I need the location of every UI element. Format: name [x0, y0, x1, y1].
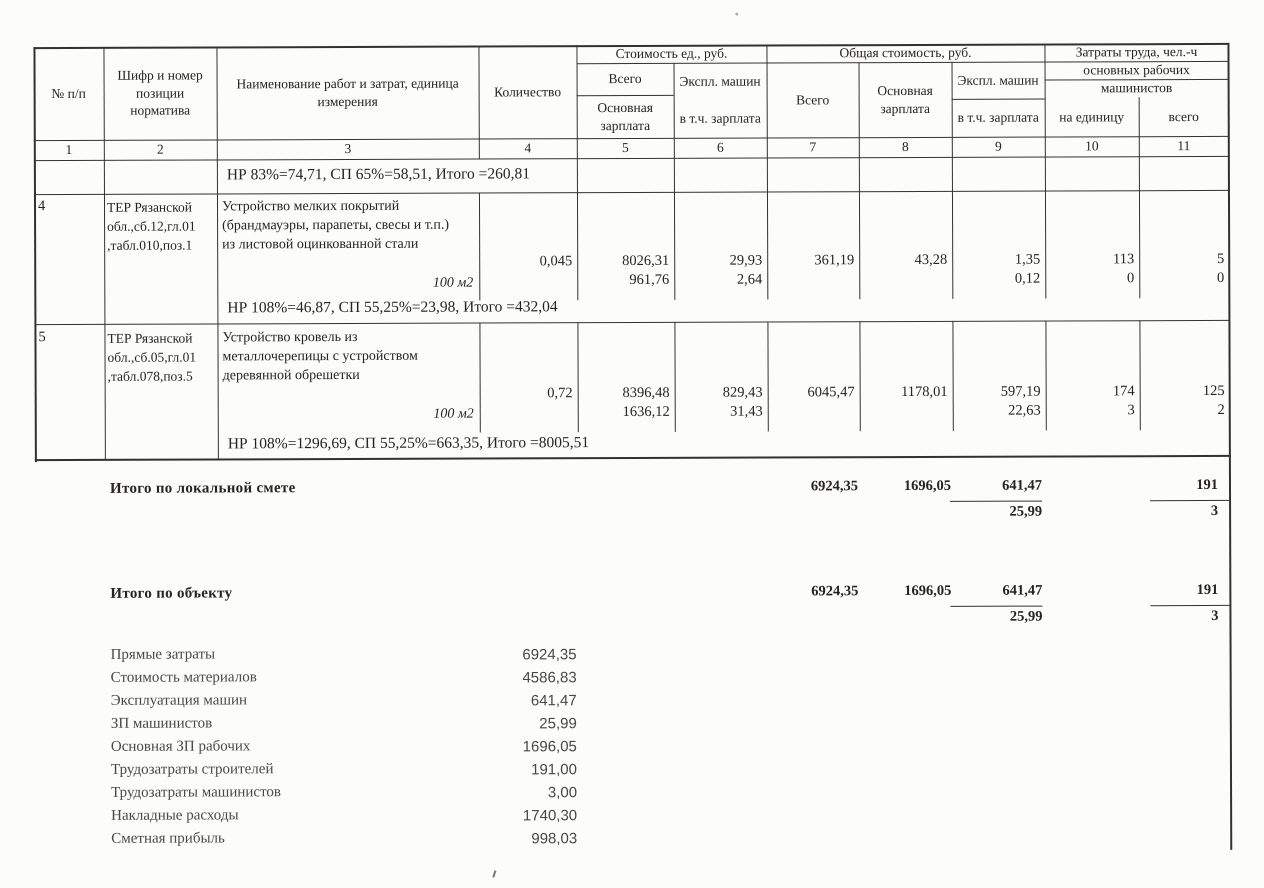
colnum-8: 8 [901, 139, 909, 155]
colnum-10: 10 [1085, 138, 1099, 154]
row4-unit: 100 м2 [432, 275, 474, 291]
line-between-rows [34, 320, 1229, 325]
summary-value-builder-labor: 191,00 [531, 761, 578, 779]
divider-col3-row4 [479, 193, 480, 301]
row4-labor-total: 5 [1216, 250, 1225, 267]
total-object-labor-underline [1150, 605, 1229, 606]
row5-qty: 0,72 [547, 385, 573, 402]
row5-total-mach: 597,19 [1000, 383, 1041, 400]
scan-artifact-bottom [492, 870, 496, 877]
total-object-total: 6924,35 [811, 583, 859, 600]
header-unit-cost-salary: Основная зарплата [597, 99, 653, 133]
row5-unit: 100 м2 [433, 406, 474, 422]
summary-label-overheads: Накладные расходы [111, 807, 239, 824]
row5-unit-cost-mach-salary: 31,43 [730, 403, 763, 420]
summary-value-operator-salary: 25,99 [539, 715, 577, 733]
colnum-4: 4 [524, 140, 532, 156]
row4-num: 4 [37, 198, 46, 215]
row5-total-mach-salary: 22,63 [1008, 402, 1041, 419]
total-object-mach: 641,47 [1002, 582, 1043, 599]
header-labor-workers: основных рабочих [1083, 62, 1190, 78]
row4-labor-unit-oper: 0 [1126, 270, 1135, 287]
total-local-mach-salary: 25,99 [1009, 503, 1043, 520]
summary-value-materials: 4586,83 [522, 669, 577, 687]
header-unit-cost-total: Всего [608, 71, 642, 87]
row4-total-salary: 43,28 [914, 251, 948, 269]
total-object-salary: 1696,05 [904, 582, 952, 600]
colnum-3: 3 [344, 140, 352, 157]
total-object-label: Итого по объекту [110, 585, 233, 602]
row5-labor-unit: 174 [1112, 383, 1135, 400]
header-labor-total: всего [1168, 108, 1199, 124]
total-object-labor-oper: 3 [1211, 607, 1219, 624]
row5-unit-cost-salary: 1636,12 [622, 403, 670, 421]
colnum-5: 5 [621, 140, 629, 156]
row5-labor-unit-oper: 3 [1127, 402, 1135, 419]
header-col-qty: Количество [494, 83, 562, 100]
total-object-labor: 191 [1196, 581, 1219, 599]
row4-description: Устройство мелких покрытий (брандмауэры, парапеты, свесы и т.п.) из листовой оцинкованной стали [221, 198, 450, 253]
row5-labor-total-oper: 2 [1217, 401, 1225, 418]
total-object-mach-salary: 25,99 [1009, 608, 1043, 625]
row4-total: 361,19 [814, 252, 855, 269]
row4-unit-cost-total: 8026,31 [622, 252, 670, 270]
row4-unit-cost-mach-salary: 2,64 [736, 271, 763, 288]
carryover-overhead-text: НР 83%=74,71, СП 65%=58,51, Итого =260,81 [226, 165, 531, 184]
summary-label-profit: Сметная прибыль [111, 830, 225, 847]
total-local-mach-underline [950, 501, 1042, 502]
row4-labor-total-oper: 0 [1216, 269, 1225, 286]
header-group-total-cost: Общая стоимость, руб. [839, 45, 972, 61]
header-total-cost-mach: Экспл. машин [957, 72, 1039, 88]
colnum-7: 7 [809, 139, 817, 155]
header-labor-operators: машинистов [1100, 80, 1173, 96]
table-border-right [1227, 43, 1232, 850]
summary-label-machines: Эксплуатация машин [110, 692, 248, 709]
colnum-1: 1 [65, 141, 73, 157]
total-local-salary: 1696,05 [903, 477, 952, 495]
header-col-num: № п/п [51, 85, 86, 101]
row4-unit-cost-mach: 29,93 [729, 252, 763, 269]
summary-value-machines: 641,47 [530, 692, 577, 710]
total-local-labor: 191 [1196, 476, 1219, 494]
header-labor-per-unit: на единицу [1059, 108, 1125, 125]
summary-label-builder-labor: Трудозатраты строителей [110, 761, 274, 778]
row5-description: Устройство кровель из металлочерепицы с устройством деревянной обрешетки [222, 329, 418, 384]
header-total-cost-salary: Основная зарплата [877, 82, 933, 116]
summary-value-base-salary: 1696,05 [522, 738, 577, 756]
summary-label-base-salary: Основная ЗП рабочих [110, 738, 251, 755]
header-col-code: Шифр и номер позиции норматива [117, 67, 203, 119]
summary-value-profit: 998,03 [531, 830, 578, 848]
header-col-name: Наименование работ и затрат, единица измерения [236, 75, 459, 109]
row4-unit-cost-salary: 961,76 [629, 271, 670, 289]
row4-total-mach: 1,35 [1014, 251, 1041, 268]
row5-num: 5 [38, 329, 46, 346]
header-total-cost-mach-salary: в т.ч. зарплата [957, 109, 1039, 126]
total-local-mach: 641,47 [1002, 477, 1043, 494]
summary-label-direct-costs: Прямые затраты [110, 646, 216, 663]
header-unit-cost-mach-salary: в т.ч. зарплата [679, 110, 761, 127]
row5-unit-cost-total: 8396,48 [622, 384, 670, 402]
divider-col7-row5 [859, 321, 860, 431]
header-group-unit-cost: Стоимость ед., руб. [615, 45, 728, 62]
row5-unit-cost-mach: 829,43 [722, 384, 763, 401]
row5-overhead: НР 108%=1296,69, СП 55,25%=663,35, Итого =8005,51 [227, 434, 590, 453]
row5-total: 6045,47 [807, 384, 855, 401]
divider-col3-row5 [479, 323, 480, 433]
line-below-carryover [34, 190, 1229, 195]
row4-total-mach-salary: 0,12 [1014, 270, 1041, 287]
divider-col6-row5 [767, 322, 768, 432]
row4-overhead: НР 108%=46,87, СП 55,25%=23,98, Итого =432,04 [227, 298, 558, 317]
row5-total-salary: 1178,01 [901, 383, 948, 401]
row4-labor-unit: 113 [1112, 251, 1135, 268]
total-local-label: Итого по локальной смете [109, 480, 296, 497]
colnum-2: 2 [156, 141, 164, 157]
colnum-6: 6 [716, 139, 724, 155]
total-local-labor-oper: 3 [1210, 502, 1219, 519]
scan-artifact-top [735, 13, 738, 16]
summary-label-operator-salary: ЗП машинистов [110, 715, 213, 732]
total-object-mach-underline [950, 606, 1042, 607]
summary-label-materials: Стоимость материалов [110, 669, 257, 686]
summary-value-overheads: 1740,30 [522, 807, 578, 825]
row5-code: ТЕР Рязанской обл.,сб.05,гл.01 ,табл.078,поз.5 [107, 330, 197, 384]
row4-qty: 0,045 [539, 253, 573, 270]
total-local-labor-underline [1150, 500, 1229, 501]
row5-labor-total: 125 [1202, 382, 1225, 400]
colnum-11: 11 [1177, 138, 1191, 154]
summary-value-direct-costs: 6924,35 [522, 646, 577, 664]
header-group-labor: Затраты труда, чел.-ч [1075, 44, 1198, 60]
header-unit-cost-mach: Экспл. машин [679, 73, 761, 89]
summary-value-operator-labor: 3,00 [547, 784, 578, 802]
summary-label-operator-labor: Трудозатраты машинистов [111, 784, 282, 801]
colnum-9: 9 [994, 138, 1002, 154]
total-local-total: 6924,35 [810, 478, 859, 495]
table-border-bottom [35, 455, 1231, 461]
row4-code: ТЕР Рязанской обл.,сб.12,гл.01 ,табл.010,поз.1 [106, 199, 196, 253]
header-total-cost-total: Всего [796, 92, 830, 108]
